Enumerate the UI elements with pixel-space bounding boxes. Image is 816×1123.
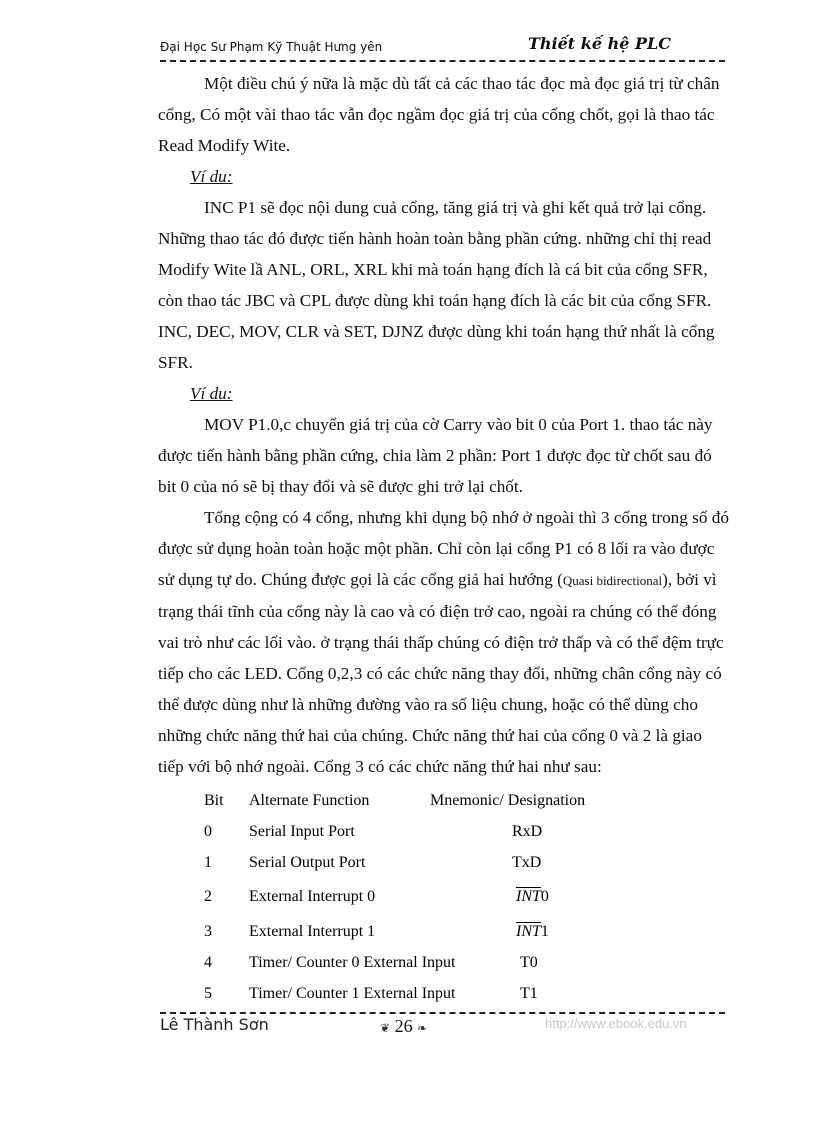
row-mnemonic: T1 (520, 985, 538, 1002)
row-mnemonic: RxD (512, 823, 543, 840)
header-alternate-function: Alternate Function (249, 792, 370, 809)
footer-url: http://www.ebook.edu.vn (545, 1016, 687, 1031)
ornament-right-icon: ❧ (417, 1021, 428, 1035)
row-bit: 0 (204, 823, 212, 840)
row-function: External Interrupt 1 (249, 923, 376, 940)
mnemonic-tail: 1 (540, 923, 549, 940)
row-mnemonic: TxD (512, 854, 542, 871)
page-number-value: 26 (394, 1016, 413, 1036)
row-function: Timer/ Counter 0 External Input (249, 954, 456, 971)
page-number (380, 1016, 427, 1037)
header-mnemonic: Mnemonic/ Designation (430, 792, 586, 809)
mnemonic-overlined: $\overline{INT}$ (516, 923, 541, 940)
quasi-bidirectional-note: Quasi bidirectional (562, 573, 663, 588)
example-label: Ví du: (190, 384, 233, 403)
table-row (158, 881, 730, 912)
row-bit: 5 (204, 985, 212, 1002)
paragraph-ports-part1: Tổng cộng có 4 cổng, nhưng khi dụng bộ nhớ ở ngoài thì 3 cổng trong số đó được sử dụng hoàn toàn hoặc một phần. Chỉ còn lại cổng P1 có 8 lối ra vào được sử dụng tự do. Chúng được gọi là các cổng giả hai hướng ( (158, 508, 729, 589)
paragraph-ports-part2: ), bởi vì trạng thái tĩnh của cổng này là cao và có điện trở cao, ngoài ra chúng có thể đóng vai trò như các lối vào. ở trạng thái thấp chúng có điện trở thấp và có thể đệm trực tiếp cho các LED. Cổng 0,2,3 có các chức năng thay đổi, những chân cổng này có thể được dùng như là những đường vào ra số liệu chung, hoặc có thể dùng cho những chức năng thứ hai của chúng. Chức năng thứ hai của cổng 0 và 2 là giao tiếp với bộ nhớ ngoài. Cổng 3 có các chức năng thứ hai như sau: (158, 570, 724, 776)
row-bit: 2 (204, 888, 212, 905)
row-function: Serial Input Port (249, 823, 355, 840)
table-row (158, 947, 730, 978)
row-mnemonic: T0 (520, 954, 538, 971)
row-bit: 3 (204, 923, 212, 940)
table-header-row (158, 785, 730, 816)
table-row (158, 816, 730, 847)
header-divider (160, 60, 725, 62)
row-mnemonic (516, 916, 549, 947)
paragraph-mov-example: MOV P1.0,c chuyển giá trị của cờ Carry vào bit 0 của Port 1. thao tác này được tiến hành bằng phần cứng, chia làm 2 phần: Port 1 được đọc từ chốt sau đó bit 0 của nó sẽ bị thay đổi và sẽ được ghi trở lại chốt. (158, 415, 713, 496)
paragraph-inc-example: INC P1 sẽ đọc nội dung cuả cổng, tăng giá trị và ghi kết quả trở lại cổng. Những thao tác đó được tiến hành hoàn toàn bằng phần cứng. những chỉ thị read Modify Wite lầ ANL, ORL, XRL khi mà toán hạng đích là cá bit của cổng SFR, còn thao tác JBC và CPL được dùng khi toán hạng đích là các bit của cổng SFR. INC, DEC, MOV, CLR và SET, DJNZ được dùng khi toán hạng thứ nhất là cổng SFR. (158, 198, 715, 372)
body-text (158, 68, 730, 782)
table-row (158, 916, 730, 947)
row-function: External Interrupt 0 (249, 888, 376, 905)
header-course-title: Thiết kế hệ PLC (528, 34, 671, 53)
header-institution: Đại Học Sư Phạm Kỹ Thuật Hưng yên (160, 40, 383, 54)
row-mnemonic (516, 881, 549, 912)
mnemonic-overlined: $\overline{INT}$ (516, 888, 541, 905)
footer-author: Lê Thành Sơn (160, 1015, 269, 1034)
table-row (158, 847, 730, 878)
mnemonic-tail: 0 (540, 888, 549, 905)
table-row (158, 978, 730, 1009)
row-function: Timer/ Counter 1 External Input (249, 985, 456, 1002)
paragraph-ports (158, 502, 730, 782)
footer-divider (160, 1012, 725, 1014)
ornament-left-icon: ❦ (380, 1021, 391, 1035)
example-label: Ví du: (190, 167, 233, 186)
row-function: Serial Output Port (249, 854, 366, 871)
row-bit: 4 (204, 954, 212, 971)
paragraph-read-modify-write: Một điều chú ý nữa là mặc dù tất cả các thao tác đọc mà đọc giá trị từ chân cổng, Có một vài thao tác vẫn đọc ngầm đọc giá trị của cổng chốt, gọi là thao tác Read Modify Wite. (158, 74, 720, 155)
row-bit: 1 (204, 854, 212, 871)
header-bit: Bit (204, 792, 224, 809)
